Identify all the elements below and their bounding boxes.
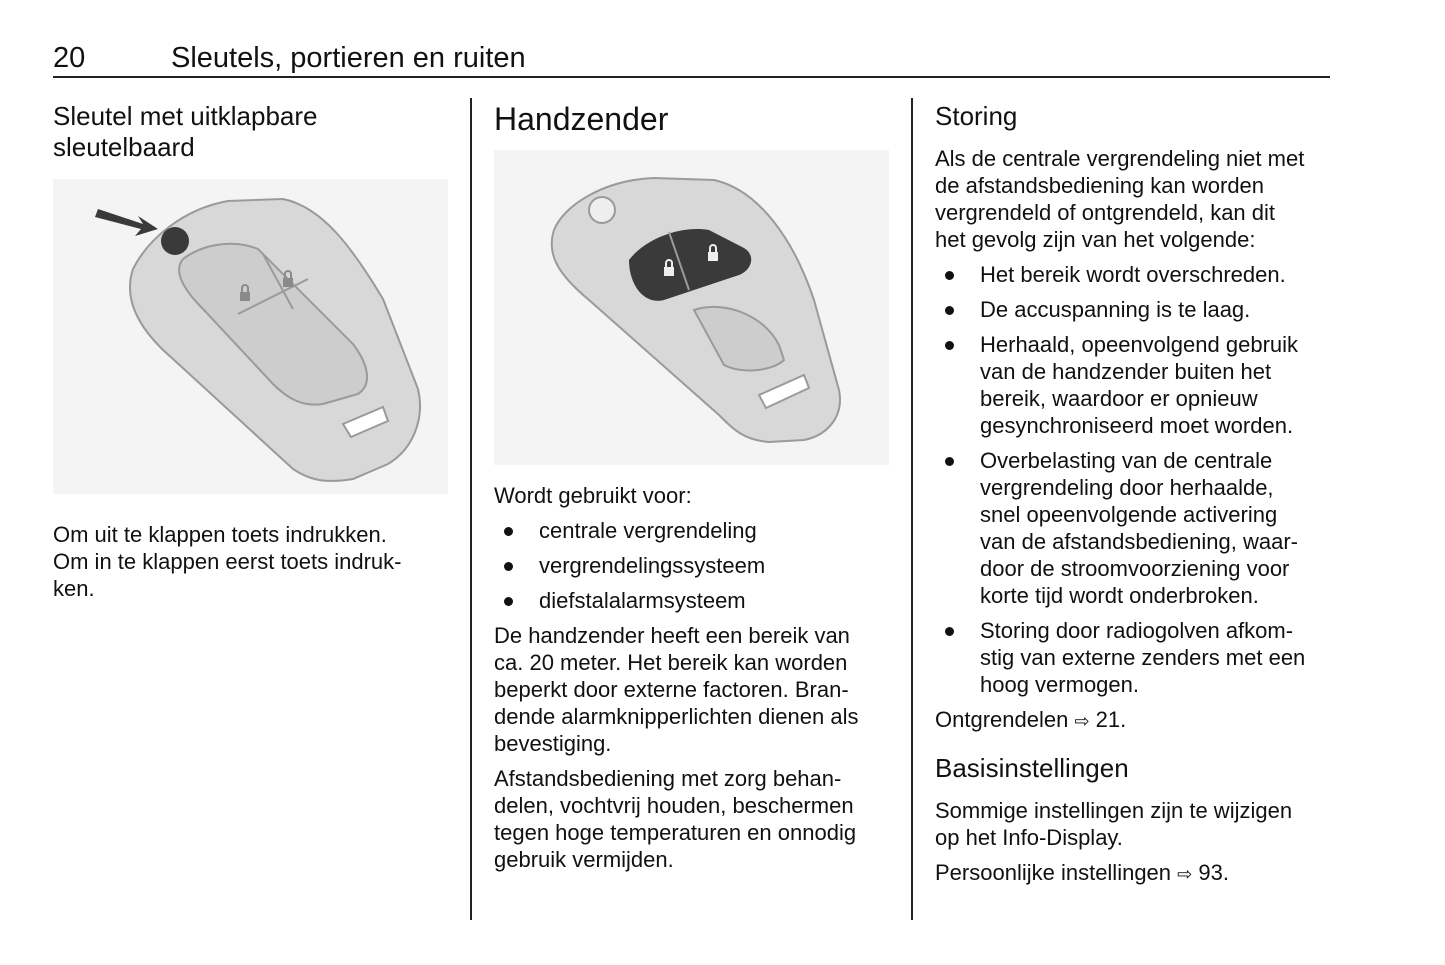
page-title: Sleutels, portieren en ruiten (171, 42, 526, 74)
remote-key-illustration (494, 150, 889, 465)
bullet-icon (504, 597, 513, 606)
list-item: centrale vergrendeling (494, 517, 894, 544)
range-paragraph: De handzender heeft een bereik van ca. 20 meter. Het bereik kan worden beperkt door externe factoren. Bran- dende alarmknipperlichten dienen als bevestiging. (494, 623, 859, 756)
list-item: De accuspanning is te laag. (935, 296, 1335, 323)
column-3 (935, 98, 1335, 888)
column-divider-1 (470, 98, 472, 920)
section-heading-handzender: Handzender (494, 101, 669, 137)
arrow-right-icon: ⇨ (1074, 711, 1090, 731)
fault-intro: Als de centrale vergrendeling niet met de afstandsbediening kan worden vergrendeld of ontgrendeld, kan dit het gevolg zijn van het volgende: (935, 146, 1305, 252)
section-heading-basic-settings: Basisinstellingen (935, 753, 1129, 783)
column-divider-2 (911, 98, 913, 920)
bullet-icon (504, 527, 513, 536)
page-number: 20 (53, 42, 86, 74)
flip-key-illustration (53, 179, 448, 494)
bullet-icon (945, 627, 954, 636)
list-item: diefstalalarmsysteem (494, 587, 894, 614)
arrow-right-icon: ⇨ (1177, 864, 1193, 884)
fault-causes-list (935, 261, 1335, 698)
cross-reference-unlock[interactable]: Ontgrendelen ⇨ 21. (935, 707, 1127, 732)
page-header (53, 40, 1330, 78)
column-1 (53, 98, 453, 602)
section-heading-flip-key: Sleutel met uitklapbare sleutelbaard (53, 101, 318, 162)
bullet-icon (945, 306, 954, 315)
list-item: Herhaald, opeenvolgend gebruik van de handzender buiten het bereik, waardoor er opnieuw gesynchroniseerd moet worden. (935, 331, 1335, 439)
list-item: Het bereik wordt overschreden. (935, 261, 1335, 288)
bullet-icon (945, 341, 954, 350)
remote-key-drawing (494, 150, 889, 465)
section-heading-storing: Storing (935, 101, 1018, 131)
bullet-icon (504, 562, 513, 571)
usage-list (494, 517, 894, 614)
flip-key-instructions: Om uit te klappen toets indrukken. Om in te klappen eerst toets indruk- ken. (53, 522, 402, 601)
cross-reference-personal-settings[interactable]: Persoonlijke instellingen ⇨ 93. (935, 860, 1229, 885)
care-paragraph: Afstandsbediening met zorg behan- delen, vochtvrij houden, beschermen tegen hoge temperaturen en onnodig gebruik vermijden. (494, 766, 857, 872)
list-item: Storing door radiogolven afkom- stig van externe zenders met een hoog vermogen. (935, 617, 1335, 698)
bullet-icon (945, 457, 954, 466)
column-2 (494, 98, 894, 873)
flip-key-drawing (53, 179, 448, 494)
usage-intro: Wordt gebruikt voor: (494, 483, 692, 508)
list-item: vergrendelingssysteem (494, 552, 894, 579)
settings-paragraph: Sommige instellingen zijn te wijzigen op het Info-Display. (935, 798, 1293, 850)
bullet-icon (945, 271, 954, 280)
list-item: Overbelasting van de centrale vergrendeling door herhaalde, snel opeenvolgende activering van de afstandsbediening, waar- door de stroomvoorziening voor korte tijd wordt onderbroken. (935, 447, 1335, 609)
